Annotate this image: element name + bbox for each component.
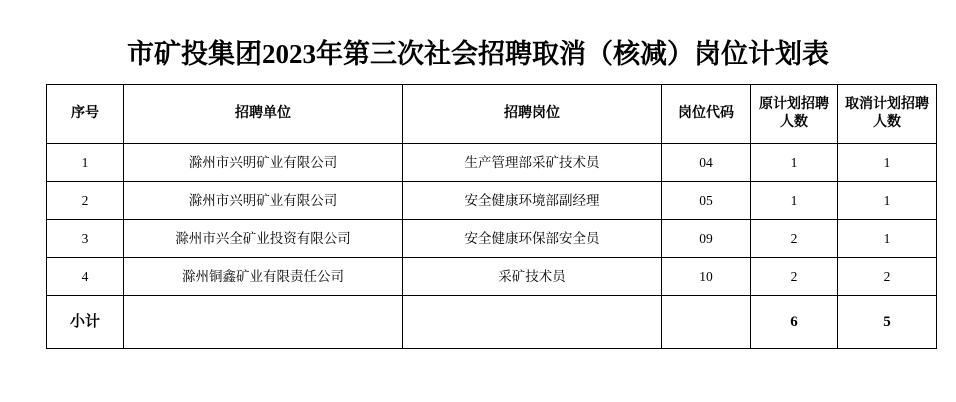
cell-cancelled-plan: 1 — [838, 220, 937, 258]
cell-total-position — [403, 296, 662, 349]
cell-original-plan: 1 — [751, 182, 838, 220]
cell-position: 安全健康环保部安全员 — [403, 220, 662, 258]
column-header-index: 序号 — [47, 85, 124, 144]
cell-total-original-plan: 6 — [751, 296, 838, 349]
cell-position: 采矿技术员 — [403, 258, 662, 296]
table-header — [47, 85, 937, 144]
cell-original-plan: 1 — [751, 144, 838, 182]
column-header-original-plan: 原计划招聘人数 — [751, 85, 838, 144]
table-container — [0, 84, 956, 349]
column-header-code: 岗位代码 — [662, 85, 751, 144]
recruitment-plan-table — [46, 84, 937, 349]
column-header-cancelled-plan: 取消计划招聘人数 — [838, 85, 937, 144]
column-header-unit: 招聘单位 — [124, 85, 403, 144]
cell-cancelled-plan: 1 — [838, 144, 937, 182]
cell-position: 安全健康环境部副经理 — [403, 182, 662, 220]
cell-original-plan: 2 — [751, 220, 838, 258]
header-row — [47, 85, 937, 144]
cell-total-cancelled-plan: 5 — [838, 296, 937, 349]
table-row — [47, 220, 937, 258]
table-row-total — [47, 296, 937, 349]
cell-code: 10 — [662, 258, 751, 296]
table-row — [47, 182, 937, 220]
column-header-position: 招聘岗位 — [403, 85, 662, 144]
cell-index: 2 — [47, 182, 124, 220]
cell-unit: 滁州市兴全矿业投资有限公司 — [124, 220, 403, 258]
cell-unit: 滁州市兴明矿业有限公司 — [124, 182, 403, 220]
table-body — [47, 144, 937, 349]
page-title: 市矿投集团2023年第三次社会招聘取消（核减）岗位计划表 — [127, 39, 829, 69]
cell-total-label: 小计 — [47, 296, 124, 349]
cell-cancelled-plan: 2 — [838, 258, 937, 296]
table-row — [47, 258, 937, 296]
table-row — [47, 144, 937, 182]
cell-original-plan: 2 — [751, 258, 838, 296]
cell-code: 09 — [662, 220, 751, 258]
cell-code: 04 — [662, 144, 751, 182]
cell-unit: 滁州市兴明矿业有限公司 — [124, 144, 403, 182]
cell-cancelled-plan: 1 — [838, 182, 937, 220]
cell-index: 1 — [47, 144, 124, 182]
cell-total-unit — [124, 296, 403, 349]
cell-code: 05 — [662, 182, 751, 220]
cell-index: 3 — [47, 220, 124, 258]
cell-total-code — [662, 296, 751, 349]
cell-unit: 滁州铜鑫矿业有限责任公司 — [124, 258, 403, 296]
cell-position: 生产管理部采矿技术员 — [403, 144, 662, 182]
cell-index: 4 — [47, 258, 124, 296]
